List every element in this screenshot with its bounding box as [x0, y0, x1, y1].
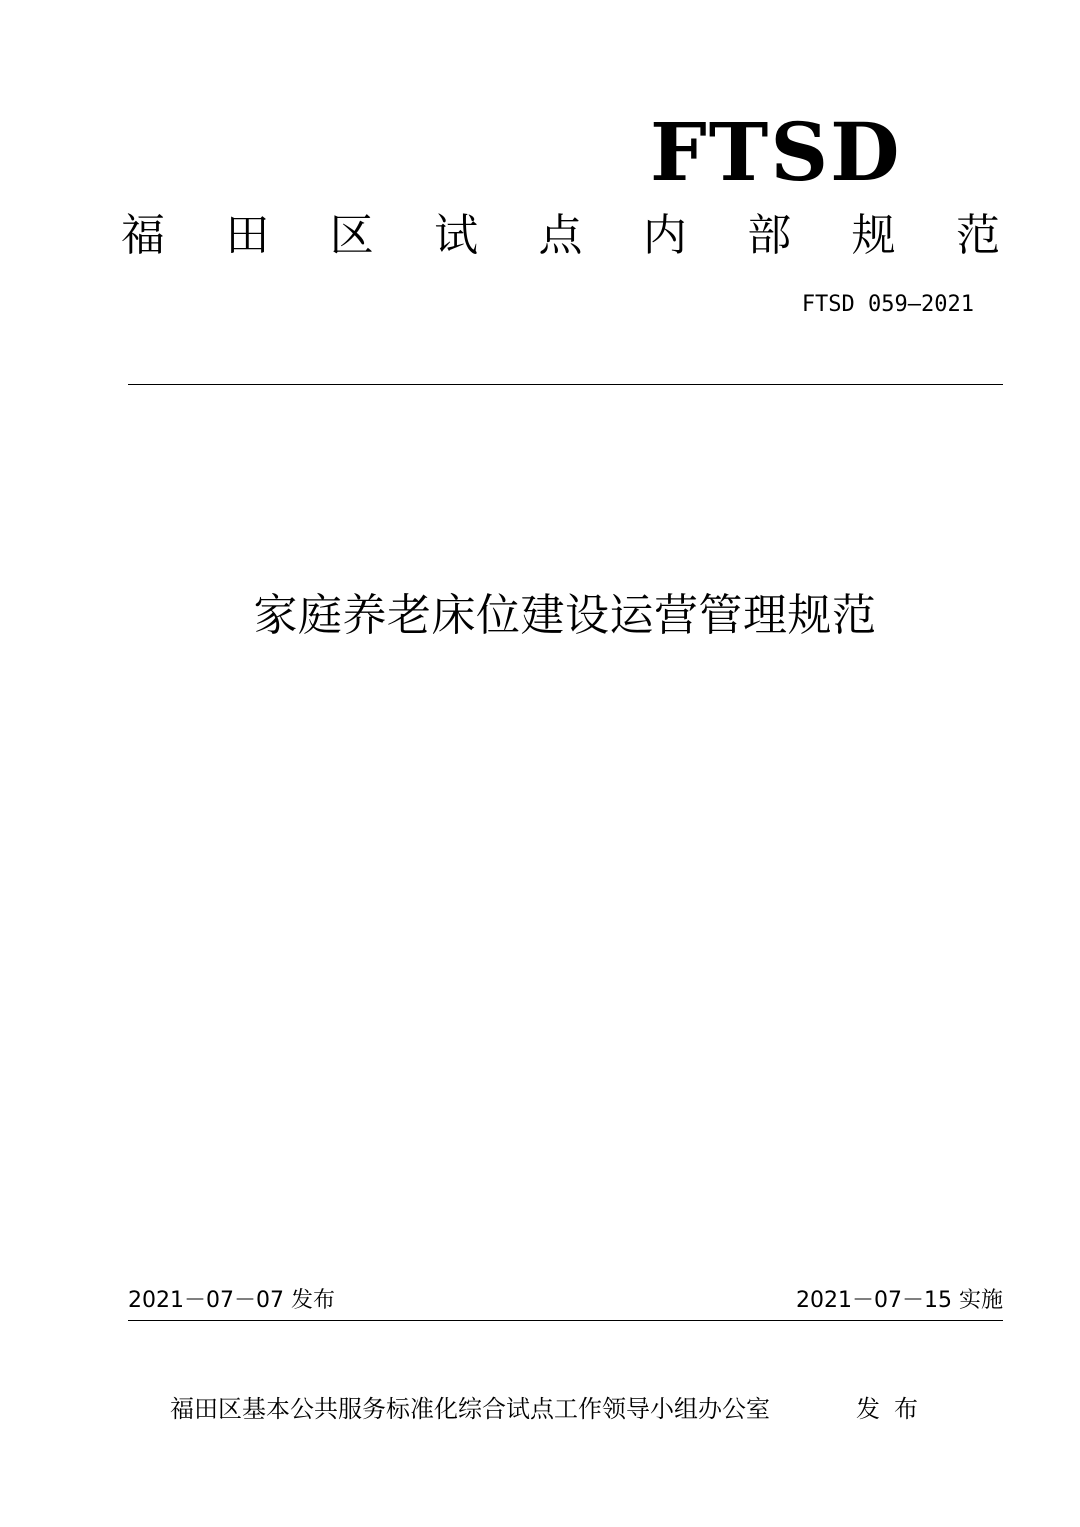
standard-type-char: 福: [121, 210, 165, 261]
standard-type-char: 田: [225, 210, 270, 261]
footer-divider: [128, 1320, 1003, 1321]
standard-type-char: 部: [747, 210, 792, 261]
ftsd-logo: FTSD: [650, 105, 902, 199]
standard-type-char: 规: [851, 210, 896, 261]
standard-type-char: 试: [434, 210, 479, 261]
issuing-authority: 福田区基本公共服务标准化综合试点工作领导小组办公室: [170, 1395, 770, 1423]
document-title: 家庭养老床位建设运营管理规范: [253, 590, 877, 641]
standard-number: FTSD 059—2021: [801, 292, 974, 317]
standard-type-char: 区: [329, 210, 374, 261]
publish-date: 2021－07－07 发布: [128, 1288, 335, 1313]
standard-type-char: 点: [538, 210, 583, 261]
implement-date: 2021－07－15 实施: [796, 1288, 1003, 1313]
standard-type-char: 内: [642, 210, 687, 261]
standard-type-char: 范: [956, 210, 1000, 261]
standard-type-banner: [118, 206, 1003, 266]
header-divider: [128, 384, 1003, 385]
issue-label: 发布: [856, 1395, 932, 1423]
